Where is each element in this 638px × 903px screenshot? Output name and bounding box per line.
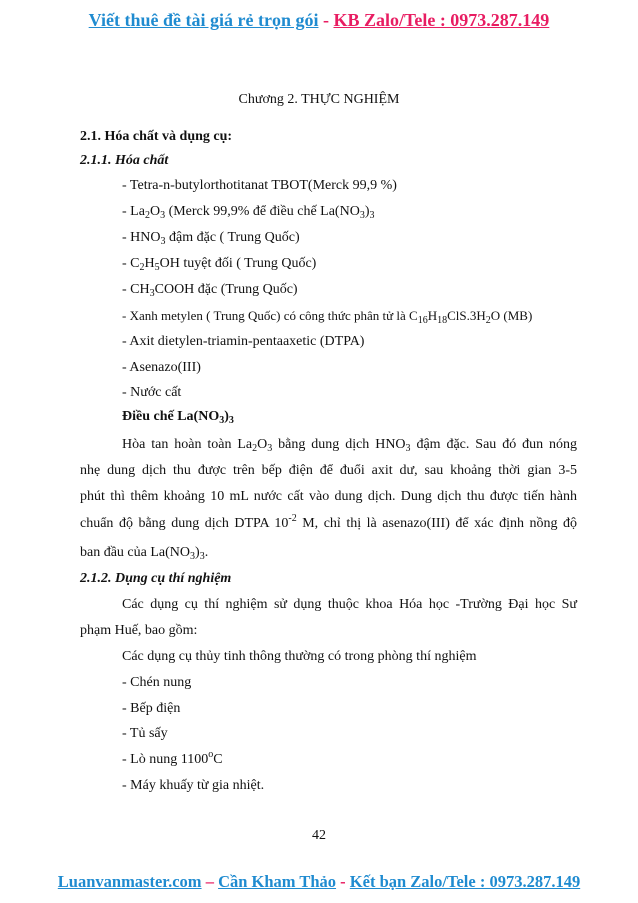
prep-heading: Điều chế $La(NO_3)_3$ xyxy=(122,409,234,426)
page-number: 42 xyxy=(312,828,326,843)
prep-paragraph-line-4: chuẩn độ bằng dung dịch DTPA $10^{-2}$ M, chỉ thị là asenazo(III) để xác định nồng độ xyxy=(80,513,577,531)
chemical-item-asenazo: - Asenazo(III) xyxy=(122,360,201,375)
chemical-item-methylene-blue: - Xanh metylen ( Trung Quốc) có công thức phân tử là $C_{16}H_{18}ClS.3H_2O$ (MB) xyxy=(122,308,533,326)
tool-item-crucible: - Chén nung xyxy=(122,675,192,690)
chemical-item-distilled-water: - Nước cất xyxy=(122,385,182,400)
chemical-item-hno3: - $HNO_3$ đậm đặc ( Trung Quốc) xyxy=(122,230,300,247)
tool-item-furnace: - Lò nung 1100$^o$C xyxy=(122,749,223,767)
tools-intro: Các dụng cụ thủy tinh thông thường có trong phòng thí nghiệm xyxy=(122,649,477,664)
prep-paragraph-line-2: nhẹ dung dịch thu được trên bếp điện để đuổi axit dư, sau khoảng thời gian 3-5 xyxy=(80,463,577,478)
chemical-item-dtpa: - Axit dietylen-triamin-pentaaxetic (DTPA) xyxy=(122,334,365,349)
prep-paragraph-line-3: phút thì thêm khoảng 10 mL nước cất vào dung dịch. Dung dịch thu được tiến hành xyxy=(80,489,577,504)
header-link-service[interactable]: Viết thuê đề tài giá rẻ trọn gói xyxy=(88,10,319,30)
tools-paragraph-line-2: phạm Huế, bao gồm: xyxy=(80,623,198,638)
footer-link-contact[interactable]: Kết bạn Zalo/Tele : 0973.287.149 xyxy=(349,872,581,891)
footer-link-author[interactable]: Cần Kham Thảo xyxy=(218,872,337,891)
section-2-1-heading: 2.1. Hóa chất và dụng cụ: xyxy=(80,129,233,144)
header-link-contact[interactable]: KB Zalo/Tele : 0973.287.149 xyxy=(333,10,550,30)
tool-item-magnetic-stirrer: - Máy khuấy từ gia nhiệt. xyxy=(122,778,265,793)
tools-paragraph-line-1: Các dụng cụ thí nghiệm sử dụng thuộc khoa Hóa học -Trường Đại học Sư xyxy=(122,597,577,612)
footer-separator-1: – xyxy=(201,872,219,891)
chapter-title: Chương 2. THỰC NGHIỆM xyxy=(238,92,400,107)
footer-separator-2: - xyxy=(336,872,350,891)
page-header xyxy=(0,10,638,31)
section-2-1-1-heading: 2.1.1. Hóa chất xyxy=(80,153,169,168)
tool-item-oven: - Tủ sấy xyxy=(122,726,168,741)
section-2-1-2-heading: 2.1.2. Dụng cụ thí nghiệm xyxy=(80,571,232,586)
prep-paragraph-line-1: Hòa tan hoàn toàn $La_2O_3$ bằng dung dịch $HNO_3$ đậm đặc. Sau đó đun nóng xyxy=(122,437,578,454)
page-footer xyxy=(0,872,638,892)
header-separator: - xyxy=(318,10,334,30)
chemical-item-la2o3: - $La_2O_3$ (Merck 99,9% để điều chế $La(NO_3)_3$ xyxy=(122,204,375,221)
chemical-item-ch3cooh: - $CH_3COOH$ đặc (Trung Quốc) xyxy=(122,282,298,299)
prep-paragraph-line-5: ban đầu của $La(NO_3)_3$. xyxy=(80,545,209,562)
footer-link-site[interactable]: Luanvanmaster.com xyxy=(57,872,202,891)
tool-item-hotplate: - Bếp điện xyxy=(122,701,181,716)
chemical-item-tbot: - Tetra-n-butylorthotitanat TBOT(Merck 99,9 %) xyxy=(122,178,397,193)
chemical-item-c2h5oh: - $C_2H_5OH$ tuyệt đối ( Trung Quốc) xyxy=(122,256,317,273)
